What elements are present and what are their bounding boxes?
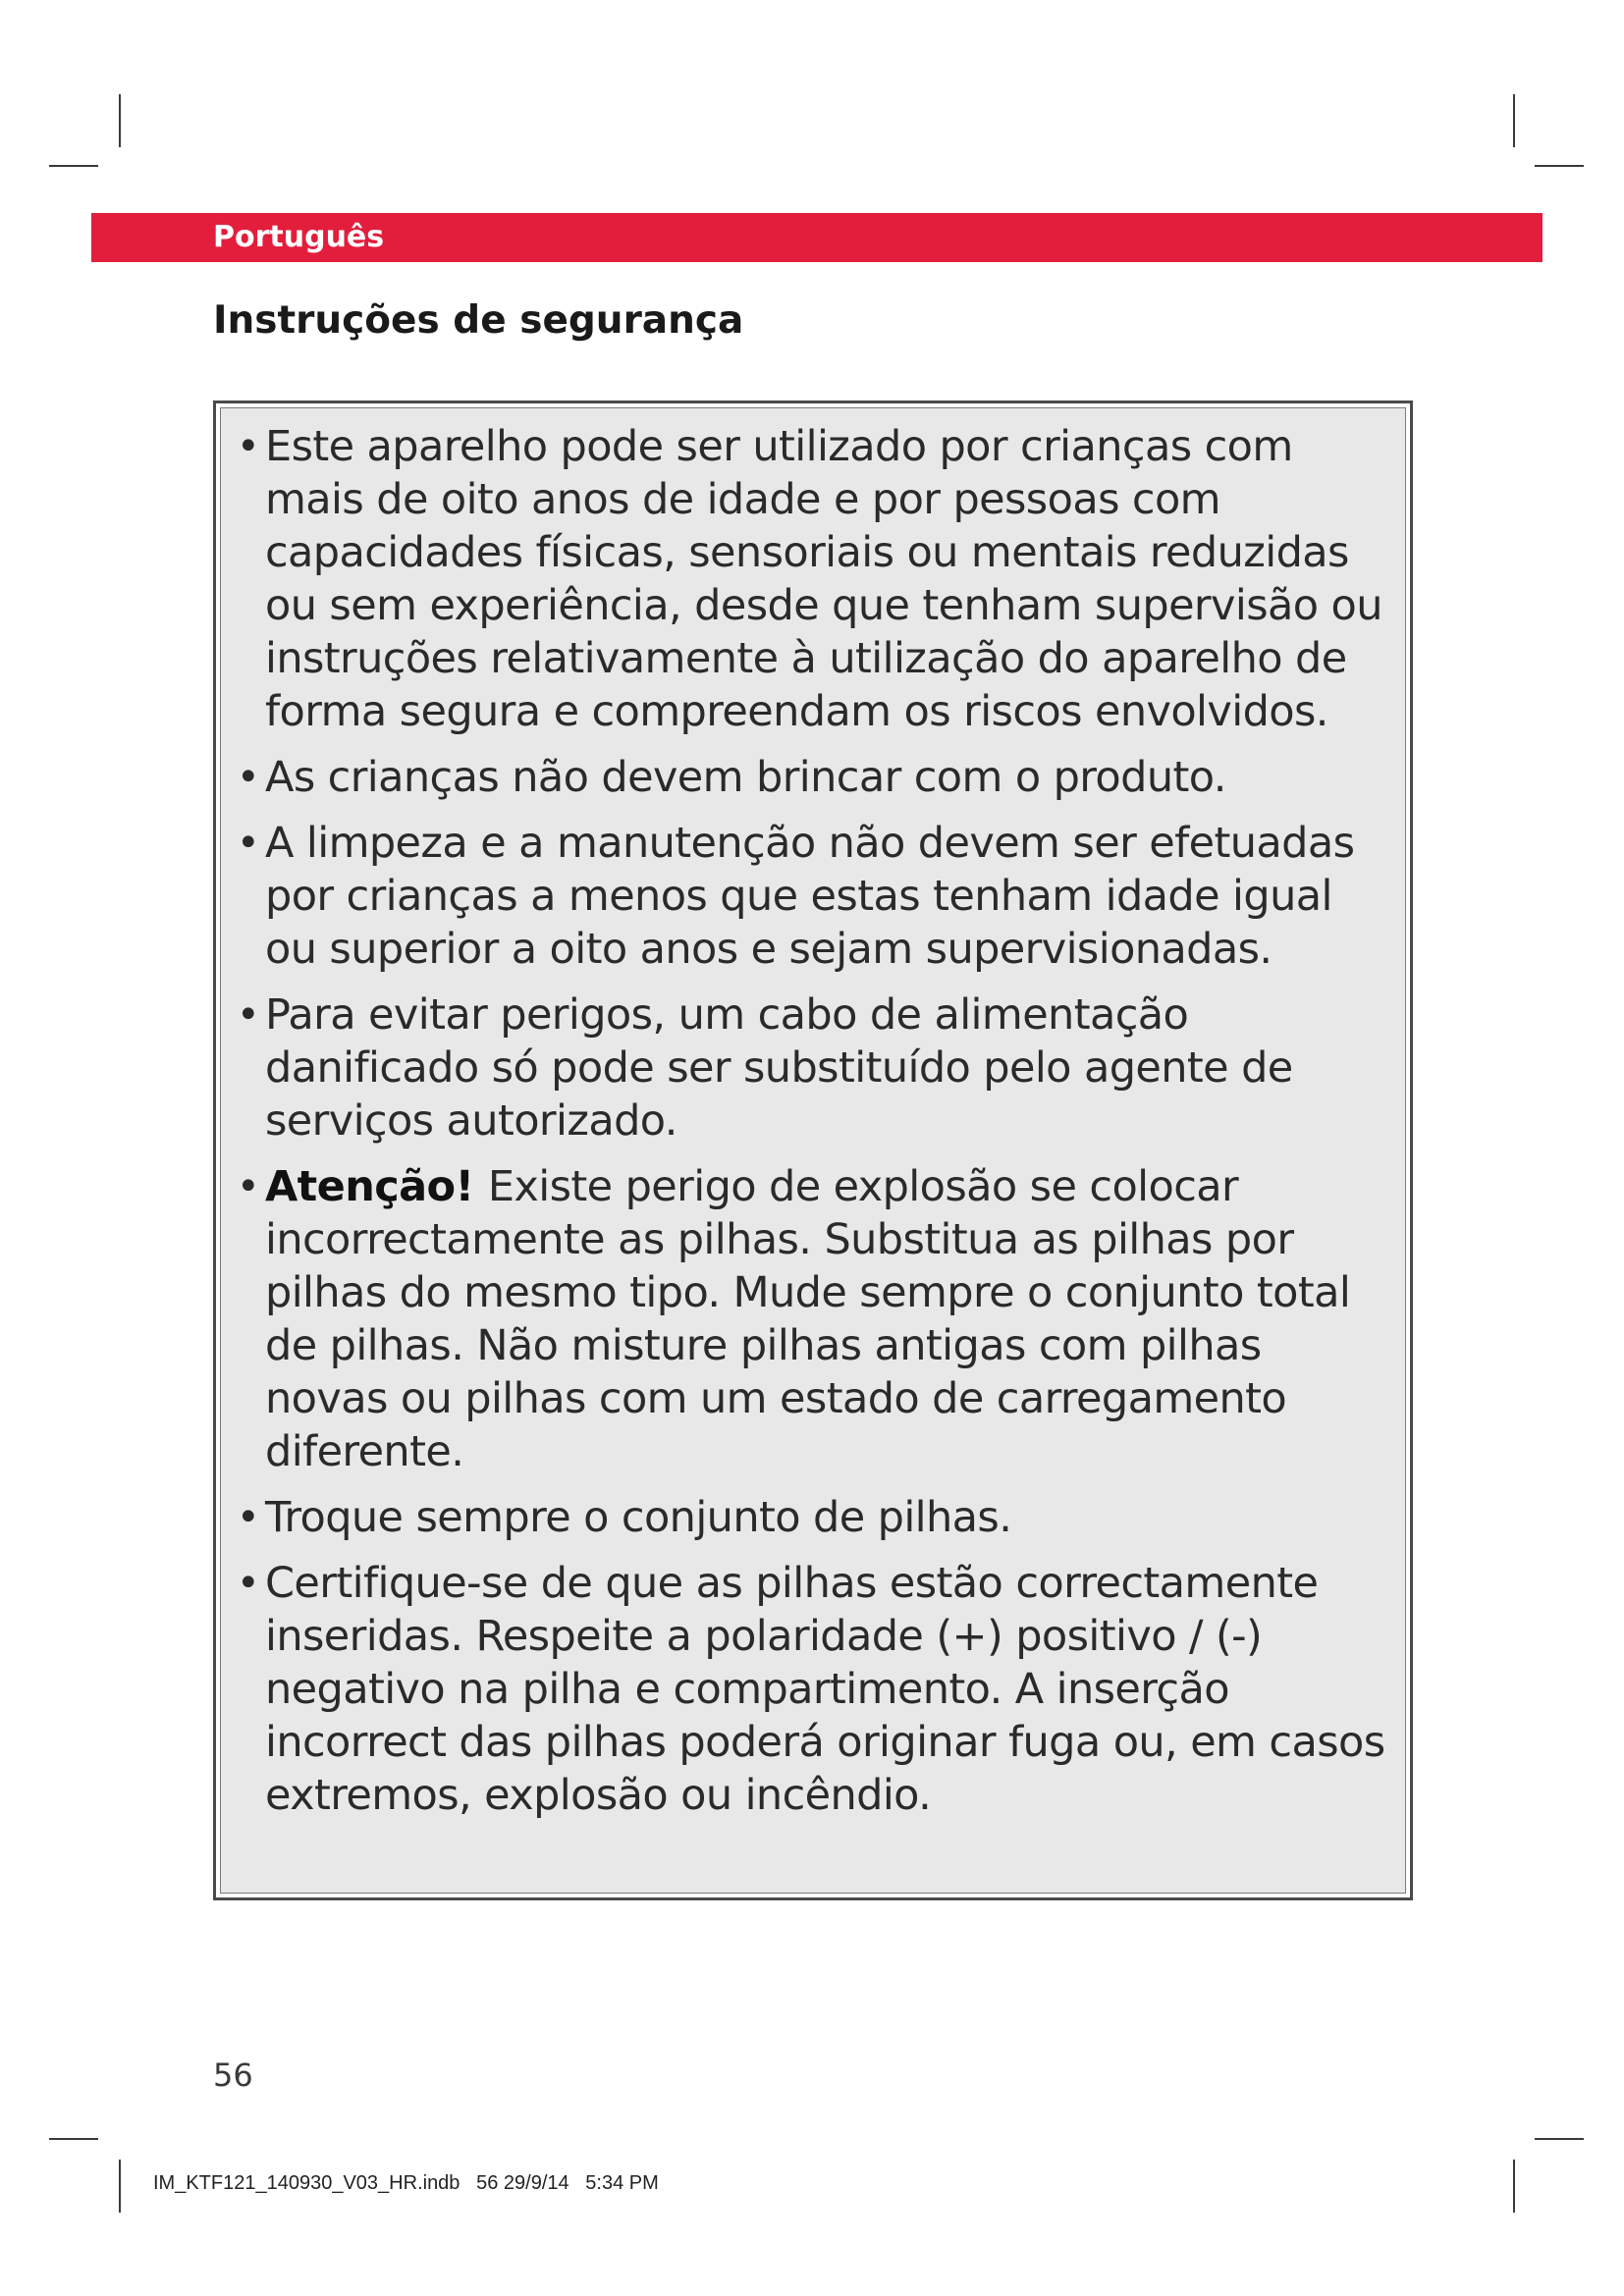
crop-mark-top-right-vertical [1513, 94, 1515, 147]
safety-notice-text: Para evitar perigos, um cabo de alimentação danificado só pode ser substituído pelo agente de serviços autorizado. [265, 990, 1293, 1146]
safety-notice-box [213, 400, 1413, 1900]
safety-notice-text: Troque sempre o conjunto de pilhas. [265, 1493, 1012, 1542]
crop-mark-top-left-vertical [119, 94, 121, 147]
bullet-icon: • [237, 992, 259, 1038]
bullet-icon: • [237, 424, 259, 469]
safety-notice-text: Existe perigo de explosão se colocar incorrectamente as pilhas. Substitua as pilhas por pilhas do mesmo tipo. Mude sempre o conjunto total de pilhas. Não misture pilhas antigas com pilhas novas ou pilhas com um estado de carregamento diferente. [265, 1162, 1351, 1476]
crop-mark-top-right-horizontal [1535, 165, 1584, 167]
bullet-icon: • [237, 755, 259, 800]
bullet-icon: • [237, 1495, 259, 1540]
safety-notice-text: As crianças não devem brincar com o produto. [265, 753, 1226, 802]
safety-notice-list [235, 420, 1395, 1822]
warning-lead: Atenção! [265, 1162, 488, 1211]
bullet-icon: • [237, 821, 259, 866]
safety-notice-text: A limpeza e a manutenção não devem ser efetuadas por crianças a menos que estas tenham idade igual ou superior a oito anos e sejam supervisionadas. [265, 819, 1355, 974]
crop-mark-bottom-left-horizontal [49, 2138, 98, 2140]
safety-notice-item [235, 751, 1395, 804]
safety-notice-item-warning [235, 1160, 1395, 1478]
safety-notice-panel [220, 407, 1406, 1894]
safety-notice-item [235, 988, 1395, 1148]
safety-notice-item [235, 1557, 1395, 1822]
safety-notice-item [235, 817, 1395, 976]
crop-mark-top-left-horizontal [49, 165, 98, 167]
language-label: Português [213, 220, 385, 254]
safety-notice-text: Este aparelho pode ser utilizado por crianças com mais de oito anos de idade e por pessoas com capacidades físicas, sensoriais ou mentais reduzidas ou sem experiência, desde que tenham supervisão ou instruções relativamente à utilização do aparelho de forma segura e compreendam os riscos envolvidos. [265, 422, 1382, 736]
section-title: Instruções de segurança [213, 298, 744, 343]
page-number: 56 [213, 2056, 253, 2094]
print-slug: IM_KTF121_140930_V03_HR.indb 56 29/9/14 5:34 PM [153, 2172, 659, 2194]
crop-mark-bottom-right-vertical [1513, 2160, 1515, 2213]
safety-notice-text: Certifique-se de que as pilhas estão correctamente inseridas. Respeite a polaridade (+) positivo / (-) negativo na pilha e compartimento. A inserção incorrect das pilhas poderá originar fuga ou, em casos extremos, explosão ou incêndio. [265, 1559, 1385, 1820]
language-header-bar [91, 213, 1543, 262]
crop-mark-bottom-left-vertical [119, 2160, 121, 2213]
crop-mark-bottom-right-horizontal [1535, 2138, 1584, 2140]
safety-notice-item [235, 1491, 1395, 1544]
bullet-icon: • [237, 1164, 259, 1209]
bullet-icon: • [237, 1561, 259, 1606]
safety-notice-item [235, 420, 1395, 738]
